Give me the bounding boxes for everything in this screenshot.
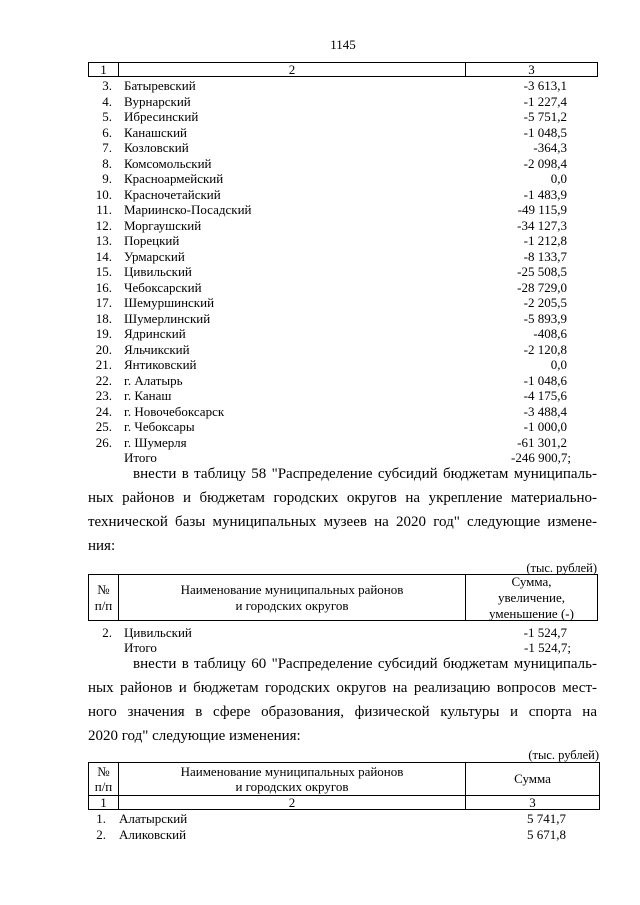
row-value: -34 127,3 <box>517 217 567 233</box>
district-name: г. Канаш <box>124 388 172 403</box>
district-name: Цивильский <box>124 624 192 640</box>
row-number: 21. <box>95 357 112 372</box>
table-row <box>88 171 598 187</box>
row-number: 2. <box>96 827 106 842</box>
district-name: г. Новочебоксарск <box>124 403 225 419</box>
row-value: 0,0 <box>550 171 567 186</box>
row-value: -1 227,4 <box>523 93 567 109</box>
table-row <box>88 311 598 327</box>
table-60-header <box>88 762 600 796</box>
district-name: Цивильский <box>124 264 192 279</box>
total-value: -1 524,7; <box>524 640 571 655</box>
district-name: г. Шумерля <box>124 434 187 450</box>
table-row <box>88 373 598 389</box>
row-value: -61 301,2 <box>517 434 567 450</box>
row-number: 3. <box>102 78 112 93</box>
row-number: 11. <box>96 202 112 217</box>
row-value: -4 175,6 <box>523 388 567 403</box>
number-column-header <box>89 575 118 620</box>
district-name: г. Чебоксары <box>124 419 195 434</box>
table-row <box>88 78 598 94</box>
table-row <box>88 357 598 373</box>
row-number: 9. <box>102 171 112 186</box>
name-column-header <box>118 575 465 620</box>
district-name: Красноармейский <box>124 171 224 186</box>
paragraph-60-line: 2020 год" следующие изменения: <box>88 728 301 744</box>
paragraph-58-line: внести в таблицу 58 "Распределение субсидий бюджетам муниципаль- <box>133 466 597 482</box>
row-value: -25 508,5 <box>517 264 567 279</box>
row-number: 6. <box>102 124 112 140</box>
header-line: увеличение, <box>497 589 566 605</box>
row-number: 19. <box>95 326 112 341</box>
row-value: -408,6 <box>533 326 567 341</box>
continued-table-body <box>88 78 598 466</box>
column-2-index: 2 <box>118 796 465 809</box>
paragraph-58-line: ных районов и бюджетам городских округов на укрепление материально- <box>88 490 597 506</box>
row-number: 25. <box>95 419 112 434</box>
district-name: Порецкий <box>124 233 180 248</box>
table-row <box>88 140 598 156</box>
row-number: 18. <box>95 310 112 326</box>
total-value: -246 900,7; <box>511 450 571 465</box>
row-value: -1 524,7 <box>523 624 567 640</box>
row-value: -364,3 <box>533 140 567 155</box>
district-name: Чебоксарский <box>124 279 202 295</box>
row-number: 8. <box>102 155 112 171</box>
row-value: -1 000,0 <box>523 419 567 434</box>
row-number: 13. <box>95 233 112 248</box>
paragraph-58-line: технической базы муниципальных музеев на 2020 год" следующие измене- <box>88 514 597 530</box>
table-row <box>88 435 598 451</box>
page-number: 1145 <box>330 37 356 52</box>
header-line: № <box>97 763 110 779</box>
row-value: -3 488,4 <box>523 403 567 419</box>
table-row <box>88 218 598 234</box>
table-row <box>88 94 598 110</box>
number-column-header <box>89 763 118 795</box>
table-row <box>88 404 598 420</box>
table-60-body <box>88 811 600 843</box>
district-name: Моргаушский <box>124 217 202 233</box>
continued-table-header <box>88 62 598 77</box>
district-name: Шемуршинский <box>124 295 215 310</box>
table-58-units: (тыс. рублей) <box>526 561 597 575</box>
row-value: -3 613,1 <box>523 78 567 93</box>
table-row <box>88 264 598 280</box>
district-name: Вурнарский <box>124 93 191 109</box>
row-value: -1 212,8 <box>523 233 567 248</box>
paragraph-60-line: внести в таблицу 60 "Распределение субсидий бюджетам муниципаль- <box>133 656 597 672</box>
district-name: г. Алатырь <box>124 372 183 388</box>
table-row <box>88 419 598 435</box>
row-number: 20. <box>95 341 112 357</box>
district-name: Мариинско-Посадский <box>124 202 252 217</box>
row-value: -49 115,9 <box>517 202 567 217</box>
total-label: Итого <box>124 640 157 655</box>
row-number: 10. <box>95 186 112 202</box>
row-number: 4. <box>102 93 112 109</box>
table-row <box>88 249 598 265</box>
row-value: -2 098,4 <box>523 155 567 171</box>
header-line: Сумма, <box>511 573 552 589</box>
row-number: 1. <box>96 811 106 826</box>
paragraph-60-line: ного значения в сфере образования, физической культуры и спорта на <box>88 704 597 720</box>
row-value: -2 205,5 <box>523 295 567 310</box>
column-3-header: 3 <box>465 63 597 76</box>
row-value: 5 741,7 <box>527 811 566 826</box>
header-line: Наименование муниципальных районов <box>180 763 404 779</box>
header-line: и городских округов <box>235 597 349 613</box>
district-name: Комсомольский <box>124 155 212 171</box>
paragraph-58-line: ния: <box>88 538 116 554</box>
row-value: -1 483,9 <box>523 186 567 202</box>
row-number: 26. <box>95 434 112 450</box>
district-name: Ядринский <box>124 326 186 341</box>
row-number: 17. <box>95 295 112 310</box>
header-line: уменьшение (-) <box>489 605 574 621</box>
district-name: Янтиковский <box>124 357 197 372</box>
row-value: -5 893,9 <box>523 310 567 326</box>
header-line: № <box>97 581 110 597</box>
table-row <box>88 280 598 296</box>
district-name: Шумерлинский <box>124 310 211 326</box>
table-row <box>88 326 598 342</box>
table-58-body <box>88 625 598 656</box>
sum-column-header: Сумма <box>465 763 599 795</box>
row-number: 7. <box>102 140 112 155</box>
table-row <box>88 827 600 843</box>
row-number: 12. <box>95 217 112 233</box>
header-line: п/п <box>94 779 113 794</box>
district-name: Козловский <box>124 140 189 155</box>
table-row <box>88 233 598 249</box>
column-1-index: 1 <box>100 795 107 810</box>
district-name: Красночетайский <box>124 186 221 202</box>
row-number: 24. <box>95 403 112 419</box>
sum-column-header <box>465 575 597 620</box>
row-number: 5. <box>102 109 112 124</box>
total-label: Итого <box>124 450 157 465</box>
paragraph-60-line: ных районов и бюджетам городских округов на реализацию вопросов мест- <box>88 680 597 696</box>
row-value: 5 671,8 <box>527 827 566 842</box>
district-name: Аликовский <box>119 827 187 842</box>
table-row <box>88 156 598 172</box>
row-value: -5 751,2 <box>523 109 567 124</box>
row-value: -1 048,6 <box>523 372 567 388</box>
row-number: 15. <box>95 264 112 279</box>
column-3-index: 3 <box>465 796 599 809</box>
table-row <box>88 187 598 203</box>
header-line: Наименование муниципальных районов <box>180 581 404 597</box>
table-row <box>88 811 600 827</box>
table-row <box>88 342 598 358</box>
district-name: Урмарский <box>124 248 185 264</box>
name-column-header <box>118 763 465 795</box>
row-value: -8 133,7 <box>523 248 567 264</box>
table-row <box>88 125 598 141</box>
row-number: 2. <box>102 624 112 640</box>
column-1-header: 1 <box>100 62 107 77</box>
table-row <box>88 295 598 311</box>
row-number: 22. <box>95 372 112 388</box>
district-name: Алатырский <box>119 811 188 826</box>
table-60-units: (тыс. рублей) <box>528 748 599 762</box>
header-line: п/п <box>94 597 113 613</box>
district-name: Канашский <box>124 124 188 140</box>
district-name: Ибресинский <box>124 109 199 124</box>
row-number: 16. <box>95 279 112 295</box>
row-value: 0,0 <box>550 357 567 372</box>
district-name: Батыревский <box>124 78 196 93</box>
district-name: Яльчикский <box>124 341 190 357</box>
row-value: -1 048,5 <box>523 124 567 140</box>
table-row <box>88 388 598 404</box>
table-row <box>88 202 598 218</box>
table-row <box>88 625 598 641</box>
row-value: -28 729,0 <box>517 279 567 295</box>
header-line: и городских округов <box>235 779 349 794</box>
row-number: 14. <box>95 248 112 264</box>
row-number: 23. <box>95 388 112 403</box>
table-row <box>88 109 598 125</box>
row-value: -2 120,8 <box>523 341 567 357</box>
table-58-header <box>88 574 598 621</box>
table-60-index-row <box>88 795 600 810</box>
column-2-header: 2 <box>118 63 465 76</box>
